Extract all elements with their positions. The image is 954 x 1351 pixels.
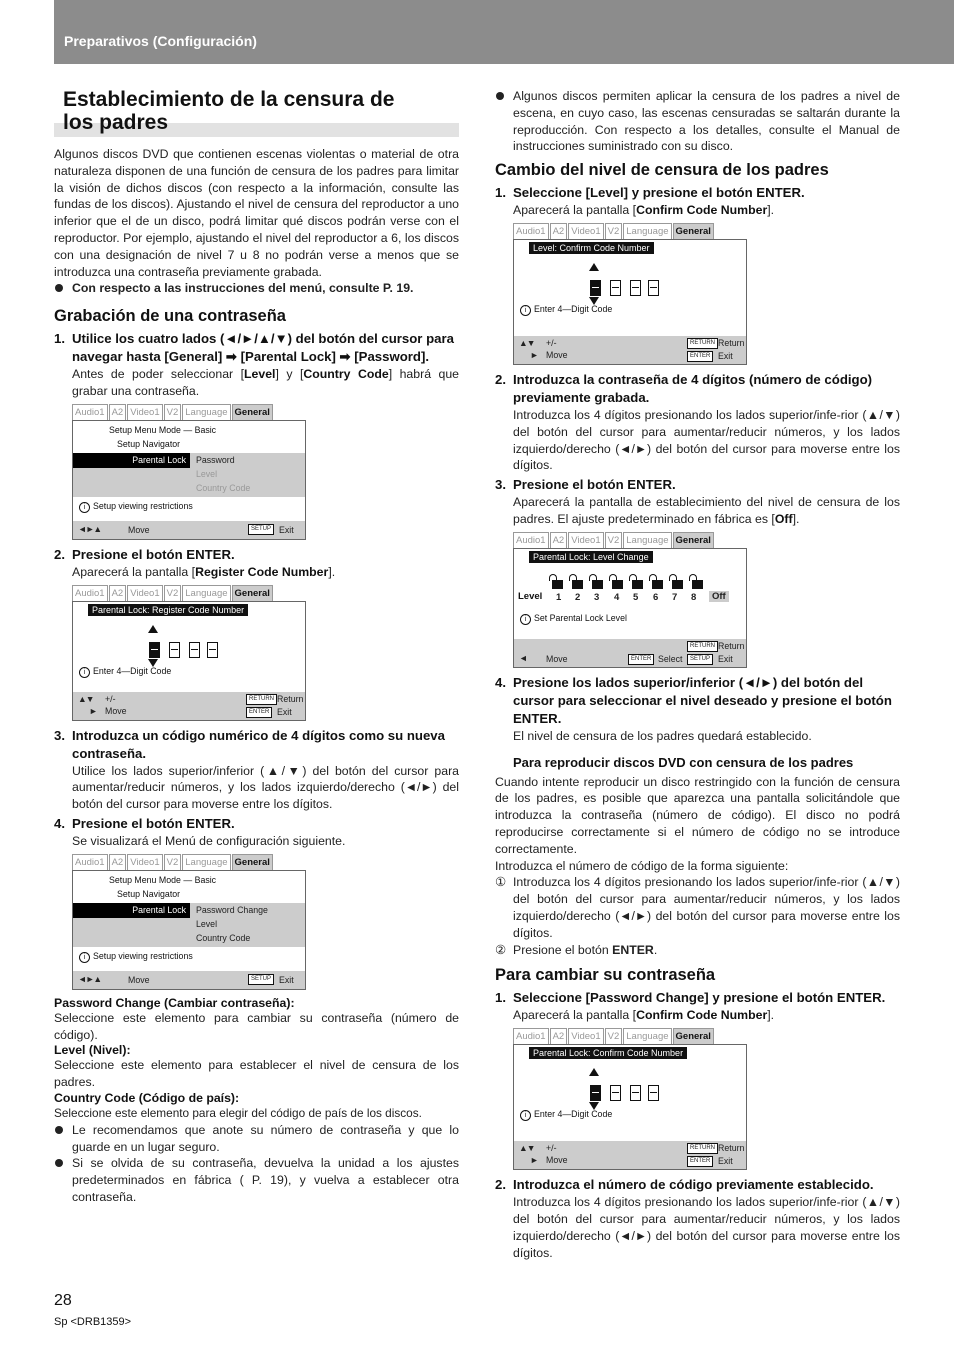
document-code: Sp <DRB1359> xyxy=(54,1316,132,1328)
screen-password-confirm-code: Audio1 A2 Video1 V2 Language General Parental Lock: Confirm Code Number i Enter 4—Digit Code ▲▼ +/- ► Move RETURN Return ENTER Exit xyxy=(513,1028,747,1170)
intro-bullet: Con respecto a las instrucciones del menú, consulte P. 19. xyxy=(54,280,459,297)
screen-level-confirm-code: Audio1 A2 Video1 V2 Language General Level: Confirm Code Number i Enter 4—Digit Code ▲▼ +/- ► Move RETURN Return ENTER Exit xyxy=(513,223,747,365)
step-1: 1. Utilice los cuatro lados (◄/►/▲/▼) del botón del cursor para navegar hasta [General] ➡ [Parental Lock] ➡ [Password]. xyxy=(54,331,454,365)
level-text: Seleccione este elemento para establecer el nivel de censura de los padres. xyxy=(54,1058,459,1090)
password-step-2: 2. Introduzca el número de código previamente establecido. xyxy=(495,1177,874,1193)
tab-a2: A2 xyxy=(109,404,127,420)
right-column: Algunos discos permiten aplicar la censura de los padres a nivel de escena, en cuyo caso, las escenas censuradas se saltarán durante la reproducción. Con respecto a los detalles, consulte el Manual de instrucciones suministrado con su disco. Cambio del nivel de censura de los padres 1. Seleccione [Level] y presione el botón ENTER. Aparecerá la pantalla [Confirm Code Number]. Audio1 A2 Video1 V2 Language General Level: Confirm Code Number i Enter 4—Digit Code ▲▼ +/- ► Move RETURN Return ENTER Exit 2. Introduzca la contraseña de 4 dígitos (número de código) previamente grabada. Introduzca los 4 dígitos presionando los lados superior/infe-rior (▲/▼) del botón del cursor para aumentar/reducir números, y los lados izquierdo/derecho (◄/►) del botón del cursor para moverse entre los dígitos. 3. Presione el botón ENTER. Aparecerá la pantalla de establecimiento del nivel de censura de los padres. El ajuste predeterminado en fábrica es [Off]. Audio1 A2 Video1 V2 Language General Parental Lock: Level Change Level 1 2 3 4 5 6 7 8 Off i Set Parental Lock Level ◄ Move ENTER Select RETURN Return SETUP Exit 4. Presione los lados superior/inferior (◄/►) del botón del cursor para seleccionar el nivel deseado y presione el botón ENTER. El nivel de censura de los padres quedará establecido. Para reproducir discos DVD con censura de los padres Cuando intente reproducir un disco restringido con la función de censura de los padres, es posible que aparezca una pantalla solicitándole que introduzca la contraseña (número de código). El disco no podrá reproducirse correctamente si el número de código no se introduce correctamente. Introduzca el número de código de la forma siguiente: ① Introduzca los 4 dígitos presionando los lados superior/infe-rior (▲/▼) del botón del cursor para aumentar/reducir números, y los lados izquierdo/derecho (◄/►) del botón del cursor para moverse entre los dígitos. ② Presione el botón ENTER. Para cambiar su contraseña 1. Seleccione [Password Change] y presione el botón ENTER. Aparecerá la pantalla [Confirm Code Number]. Audio1 A2 Video1 V2 Language General Parental Lock: Confirm Code Number i Enter 4—Digit Code ▲▼ +/- ► Move RETURN Return ENTER Exit 2. Introduzca el número de código previamente establecido. Introduzca los 4 dígitos presionando los lados superior/infe-rior (▲/▼) del botón del cursor para aumentar/reducir números, y los lados izquierdo/derecho (◄/►) del botón del cursor para moverse entre los dígitos. xyxy=(495,89,900,1260)
step-2-body: Aparecerá la pantalla [Register Code Number]. xyxy=(72,564,336,579)
bullet-2: Si se olvida de su contraseña, devuelva la unidad a los ajustes predeterminados en fábrica ( P. 19), y vuelva a establecer otra contraseña. xyxy=(54,1155,459,1205)
lock-icon xyxy=(692,580,703,589)
bullet-1: Le recomendamos que anote su número de contraseña y que lo guarde en un lugar seguro. xyxy=(54,1122,459,1156)
tab-audio1: Audio1 xyxy=(72,404,108,420)
intro-text: Algunos discos DVD que contienen escenas violentas o material de otra naturaleza disponen de una función de censura de los padres para limitar la visión de dichos discos (con respecto a la información, consulte las fundas de los discos). Ajustando el nivel de censura del reproductor a uno inferior que el de un disco, podrá limitar qué discos podrán verse con el reproductor. Por ejemplo, ajustando el nivel del reproductor a 6, los discos con una designación de nivel 7 u 8 no podrán verse a menos que se introduzca una contraseña previamente grabada. xyxy=(54,147,459,279)
password-step-1: 1. Seleccione [Password Change] y presione el botón ENTER. xyxy=(495,990,886,1006)
change-step-4: 4. Presione los lados superior/inferior (◄/►) del botón del cursor para seleccionar el nivel deseado y presione el botón ENTER. xyxy=(495,674,892,726)
section-record-password: Grabación de una contraseña xyxy=(54,307,286,326)
header-title: Preparativos (Configuración) xyxy=(64,33,257,49)
password-change-text: Seleccione este elemento para cambiar su contraseña (número de código). xyxy=(54,1010,459,1042)
cursor-arrows-icon: ◄►▲ xyxy=(78,523,102,534)
lock-icon xyxy=(552,580,563,589)
info-icon: i xyxy=(79,502,90,513)
lock-icon xyxy=(632,580,643,589)
lock-icon xyxy=(652,580,663,589)
tab-video1: Video1 xyxy=(127,404,162,420)
page-title: Establecimiento de la censura de los padres xyxy=(54,88,459,134)
screen-register-code: Audio1 A2 Video1 V2 Language General Parental Lock: Register Code Number i Enter 4—Digit Code ▲▼ +/- ► Move RETURN Return ENTER Exit xyxy=(72,585,306,721)
step-4-body: Se visualizará el Menú de configuración siguiente. xyxy=(72,833,346,848)
lock-icon xyxy=(592,580,603,589)
country-code-label: Country Code (Código de país): xyxy=(54,1090,240,1105)
page-number: 28 xyxy=(54,1292,72,1309)
password-change-label: Password Change (Cambiar contraseña): xyxy=(54,995,295,1010)
section-change-level: Cambio del nivel de censura de los padres xyxy=(495,161,829,180)
change-step-1: 1. Seleccione [Level] y presione el botón ENTER. xyxy=(495,185,805,201)
page-header xyxy=(54,0,954,64)
country-code-text: Seleccione este elemento para elegir del código de país de los discos. xyxy=(54,1105,422,1120)
change-step-2: 2. Introduzca la contraseña de 4 dígitos (número de código) previamente grabada. xyxy=(495,371,873,405)
screen-setup-password-change: Audio1 A2 Video1 V2 Language General Setup Menu Mode — Basic Setup Navigator Parental Lock Password Change Level Country Code i Setup viewing restrictions ◄►▲ Move SETUP Exit xyxy=(72,854,306,990)
tab-v2: V2 xyxy=(164,404,182,420)
tab-language: Language xyxy=(182,404,230,420)
step-4: 4. Presione el botón ENTER. xyxy=(54,815,235,831)
screen-setup-password: Audio1 A2 Video1 V2 Language General Setup Menu Mode — Basic Setup Navigator Parental Lock Password Level Country Code i Setup viewing restrictions ◄►▲ Move SETUP Exit xyxy=(72,404,306,540)
step-3: 3. Introduzca un código numérico de 4 dígitos como su nueva contraseña. xyxy=(54,727,445,761)
level-label: Level (Nivel): xyxy=(54,1043,131,1058)
change-step-3: 3. Presione el botón ENTER. xyxy=(495,477,676,493)
step-2: 2. Presione el botón ENTER. xyxy=(54,546,235,562)
screen-level-change: Audio1 A2 Video1 V2 Language General Parental Lock: Level Change Level 1 2 3 4 5 6 7 8 Off i Set Parental Lock Level ◄ Move ENTER Select RETURN Return SETUP Exit xyxy=(513,532,747,668)
bullet-top: Algunos discos permiten aplicar la censura de los padres a nivel de escena, en cuyo caso, las escenas censuradas se saltarán durante la reproducción. Con respecto a los detalles, consulte el Manual de instrucciones suministrado con su disco. xyxy=(495,88,900,155)
lock-icon xyxy=(572,580,583,589)
lock-icon xyxy=(672,580,683,589)
step-1-body: Antes de poder seleccionar [Level] y [Country Code] habrá que grabar una contraseña. xyxy=(72,367,460,398)
step-3-body: Utilice los lados superior/inferior (▲/▼) del botón del cursor para aumentar/reducir números, y los lados izquierdo/derecho (◄/►) del botón del cursor para moverse entre los dígitos. xyxy=(72,763,459,812)
play-label: Para reproducir discos DVD con censura de los padres xyxy=(513,754,854,770)
left-column xyxy=(54,84,459,1206)
tab-general: General xyxy=(232,404,273,420)
section-change-password: Para cambiar su contraseña xyxy=(495,966,716,985)
lock-icon xyxy=(612,580,623,589)
